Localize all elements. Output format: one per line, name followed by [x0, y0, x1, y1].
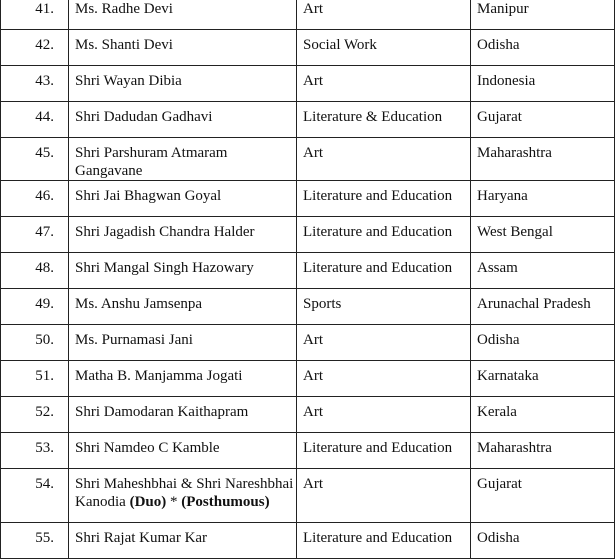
- state: West Bengal: [471, 217, 615, 253]
- table-row: [1, 253, 615, 289]
- field: Art: [297, 138, 471, 181]
- table-row: [1, 0, 615, 30]
- field: Literature and Education: [297, 253, 471, 289]
- awardee-name: Ms. Purnamasi Jani: [69, 325, 297, 361]
- serial-number: 51.: [1, 361, 69, 397]
- state: Maharashtra: [471, 433, 615, 469]
- table-row: [1, 181, 615, 217]
- awardee-name: Shri Wayan Dibia: [69, 66, 297, 102]
- awardee-name: Shri Mangal Singh Hazowary: [69, 253, 297, 289]
- field: Art: [297, 397, 471, 433]
- awardee-name: Matha B. Manjamma Jogati: [69, 361, 297, 397]
- field: Literature and Education: [297, 433, 471, 469]
- awardee-name: Ms. Anshu Jamsenpa: [69, 289, 297, 325]
- state: Odisha: [471, 523, 615, 559]
- table-row: [1, 66, 615, 102]
- serial-number: 55.: [1, 523, 69, 559]
- state: Odisha: [471, 325, 615, 361]
- table-row: [1, 217, 615, 253]
- serial-number: 43.: [1, 66, 69, 102]
- serial-number: 49.: [1, 289, 69, 325]
- awardee-name: Shri Namdeo C Kamble: [69, 433, 297, 469]
- field: Literature and Education: [297, 181, 471, 217]
- table-row: [1, 397, 615, 433]
- state: Maharashtra: [471, 138, 615, 181]
- serial-number: 46.: [1, 181, 69, 217]
- field: Literature and Education: [297, 217, 471, 253]
- serial-number: 44.: [1, 102, 69, 138]
- state: Karnataka: [471, 361, 615, 397]
- serial-number: 45.: [1, 138, 69, 181]
- field: Art: [297, 66, 471, 102]
- awardee-name: Shri Dadudan Gadhavi: [69, 102, 297, 138]
- posthumous-tag: (Posthumous): [181, 494, 270, 510]
- field: Literature & Education: [297, 102, 471, 138]
- state: Arunachal Pradesh: [471, 289, 615, 325]
- table-row: [1, 361, 615, 397]
- serial-number: 52.: [1, 397, 69, 433]
- field: Art: [297, 361, 471, 397]
- awardee-name-text: Shri Maheshbhai & Shri Nareshbhai Kanodia: [75, 476, 294, 510]
- table-row: [1, 30, 615, 66]
- awardee-name: Ms. Shanti Devi: [69, 30, 297, 66]
- table-row: [1, 325, 615, 361]
- state: Kerala: [471, 397, 615, 433]
- field: Literature and Education: [297, 523, 471, 559]
- state: Assam: [471, 253, 615, 289]
- state: Haryana: [471, 181, 615, 217]
- table-row: [1, 523, 615, 559]
- field: Art: [297, 0, 471, 30]
- table-row: [1, 102, 615, 138]
- field: Art: [297, 325, 471, 361]
- serial-number: 53.: [1, 433, 69, 469]
- duo-tag: (Duo): [129, 494, 167, 510]
- table-row: [1, 289, 615, 325]
- serial-number: 42.: [1, 30, 69, 66]
- table-row: [1, 138, 615, 181]
- state: Gujarat: [471, 469, 615, 523]
- state: Gujarat: [471, 102, 615, 138]
- table-row: [1, 469, 615, 523]
- awardee-name: Ms. Radhe Devi: [69, 0, 297, 30]
- awardee-name: Shri Parshuram Atmaram Gangavane: [69, 138, 297, 181]
- serial-number: 41.: [1, 0, 69, 30]
- asterisk-mark: *: [166, 494, 182, 510]
- awardee-name: Shri Rajat Kumar Kar: [69, 523, 297, 559]
- table-row: [1, 433, 615, 469]
- awardee-name: Shri Damodaran Kaithapram: [69, 397, 297, 433]
- serial-number: 54.: [1, 469, 69, 523]
- serial-number: 48.: [1, 253, 69, 289]
- field: Art: [297, 469, 471, 523]
- field: Sports: [297, 289, 471, 325]
- state: Odisha: [471, 30, 615, 66]
- field: Social Work: [297, 30, 471, 66]
- serial-number: 50.: [1, 325, 69, 361]
- state: Manipur: [471, 0, 615, 30]
- serial-number: 47.: [1, 217, 69, 253]
- awardee-name: [69, 469, 297, 523]
- awardee-name: Shri Jai Bhagwan Goyal: [69, 181, 297, 217]
- state: Indonesia: [471, 66, 615, 102]
- awardee-name: Shri Jagadish Chandra Halder: [69, 217, 297, 253]
